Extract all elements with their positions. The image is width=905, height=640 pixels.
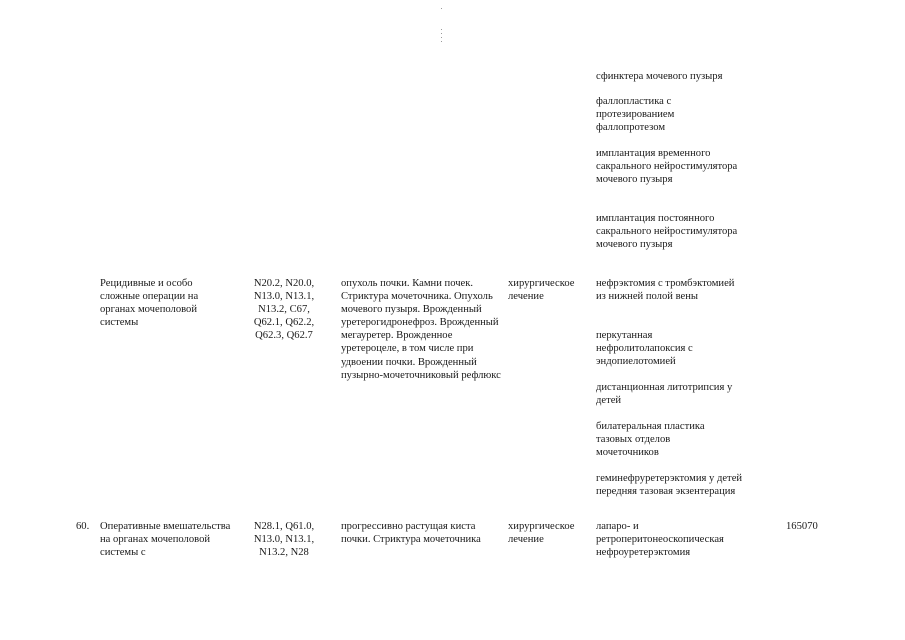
method-item: фаллопластика с протезированием фаллопротезом	[596, 96, 675, 134]
row-60-model: прогрессивно растущая киста почки. Стриктура мочеточника	[341, 521, 481, 546]
row-recurrent-model: опухоль почки. Камни почек. Стриктура мочеточника. Опухоль мочевого пузыря. Врожденный уретерогидронефроз. Врожденный мегауретер. Врожденное уретероцеле, в том числе при удвоении почки. Врожденный пузырно-мочеточниковый рефлюкс	[341, 278, 501, 381]
method-item: имплантация временного сакрального нейростимулятора мочевого пузыря	[596, 148, 738, 186]
row-60-number: 60.	[76, 521, 90, 532]
method-item: имплантация постоянного сакрального нейростимулятора мочевого пузыря	[596, 213, 738, 251]
row-60-name: Оперативные вмешательства на органах мочеполовой системы с	[100, 521, 231, 559]
method-item: билатеральная пластика тазовых отделов мочеточников	[596, 421, 705, 459]
method-item: перкутанная нефролитолапоксия с эндопиелотомией	[596, 330, 693, 368]
method-item: дистанционная литотрипсия у детей	[596, 382, 733, 407]
method-item: геминефруретерэктомия у детей передняя тазовая экзентерация	[596, 473, 743, 498]
method-item: нефрэктомия с тромбэктомией из нижней полой вены	[596, 278, 735, 303]
row-60-price: 165070	[786, 521, 818, 532]
row-recurrent-codes: N20.2, N20.0, N13.0, N13.1, N13.2, C67, Q62.1, Q62.2, Q62.3, Q62.7	[253, 278, 315, 342]
row-recurrent-name: Рецидивные и особо сложные операции на органах мочеполовой системы	[100, 278, 199, 329]
row-recurrent-treatment: хирургическое лечение	[508, 278, 575, 303]
row-60-treatment: хирургическое лечение	[508, 521, 575, 546]
row-60-method: лапаро- и ретроперитонеоскопическая нефроуретерэктомия	[596, 521, 724, 559]
method-item: сфинктера мочевого пузыря	[596, 71, 723, 82]
row-60-codes: N28.1, Q61.0, N13.0, N13.1, N13.2, N28	[253, 521, 315, 559]
